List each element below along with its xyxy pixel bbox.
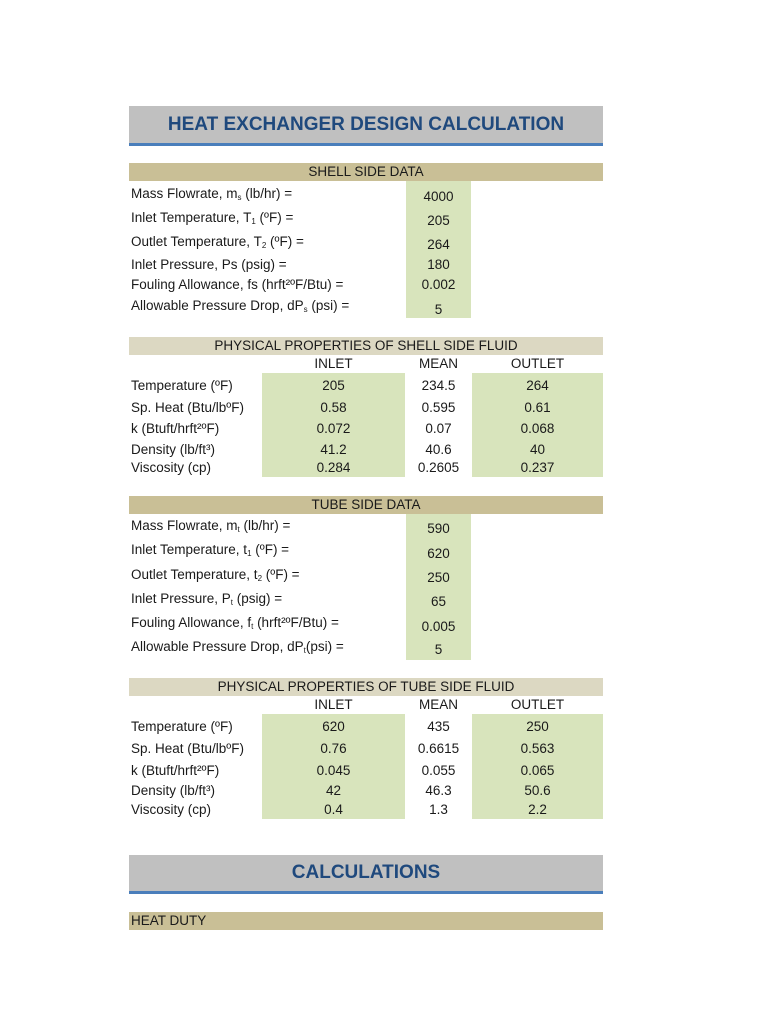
shell-col-inlet: INLET [314, 356, 353, 371]
tube-col-inlet: INLET [314, 697, 353, 712]
tube-data-label: Inlet Temperature, $t_1$ (ºF) = [131, 542, 290, 558]
shell-prop-row-label: Density (lb/ft³) [131, 442, 216, 457]
shell-data-value[interactable]: 264 [427, 237, 450, 252]
shell-prop-inlet-value[interactable]: 0.58 [320, 400, 347, 415]
tube-col-mean: MEAN [418, 697, 458, 712]
shell-data-value[interactable]: 180 [427, 257, 450, 272]
shell-data-label: Mass Flowrate, $m_s$ (lb/hr) = [131, 186, 293, 202]
tube-prop-outlet-value[interactable]: 0.065 [520, 763, 555, 778]
shell-side-data-header: SHELL SIDE DATA [129, 163, 603, 181]
shell-col-mean: MEAN [418, 356, 458, 371]
shell-prop-outlet-value[interactable]: 0.068 [520, 421, 555, 436]
tube-col-outlet: OUTLET [510, 697, 565, 712]
calculations-band [129, 855, 603, 894]
tube-prop-mean-value: 435 [427, 719, 450, 734]
tube-data-value[interactable]: 65 [430, 594, 447, 609]
tube-data-value[interactable]: 0.005 [421, 619, 456, 634]
tube-data-value[interactable]: 620 [427, 546, 450, 561]
shell-data-value[interactable]: 5 [434, 302, 443, 317]
shell-prop-mean-value: 234.5 [421, 378, 456, 393]
tube-prop-mean-value: 46.3 [425, 783, 452, 798]
page-title: HEAT EXCHANGER DESIGN CALCULATION [167, 113, 565, 135]
shell-data-label: Outlet Temperature, $T_2$ (ºF) = [131, 234, 304, 250]
shell-data-label: Fouling Allowance, fs (hrft²ºF/Btu) = [131, 277, 344, 292]
shell-data-value[interactable]: 4000 [423, 189, 454, 204]
shell-prop-inlet-value[interactable]: 41.2 [320, 442, 347, 457]
shell-prop-row-label: Temperature (ºF) [131, 378, 233, 393]
tube-prop-inlet-value[interactable]: 0.045 [316, 763, 351, 778]
shell-props-header: PHYSICAL PROPERTIES OF SHELL SIDE FLUID [129, 337, 603, 355]
tube-prop-inlet-value[interactable]: 620 [322, 719, 345, 734]
tube-prop-mean-value: 1.3 [429, 802, 448, 817]
shell-prop-mean-value: 0.2605 [417, 460, 460, 475]
shell-prop-row-label: Sp. Heat (Btu/lbºF) [131, 400, 244, 415]
tube-prop-row-label: Density (lb/ft³) [131, 783, 216, 798]
shell-data-value[interactable]: 0.002 [421, 277, 456, 292]
tube-prop-mean-value: 0.055 [421, 763, 456, 778]
tube-data-value[interactable]: 250 [427, 570, 450, 585]
tube-props-header: PHYSICAL PROPERTIES OF TUBE SIDE FLUID [129, 678, 603, 696]
shell-prop-outlet-value[interactable]: 264 [526, 378, 549, 393]
shell-prop-outlet-value[interactable]: 0.237 [520, 460, 555, 475]
shell-data-label: Inlet Pressure, Ps (psig) = [131, 257, 287, 272]
shell-prop-inlet-value[interactable]: 205 [322, 378, 345, 393]
tube-data-value[interactable]: 5 [434, 642, 443, 657]
heat-duty-header: HEAT DUTY [129, 912, 603, 930]
tube-data-label: Fouling Allowance, $f_t$ (hrft²ºF/Btu) = [131, 615, 339, 631]
shell-prop-mean-value: 0.07 [425, 421, 452, 436]
tube-data-label: Inlet Pressure, $P_t$ (psig) = [131, 591, 283, 607]
tube-prop-outlet-value[interactable]: 0.563 [520, 741, 555, 756]
tube-prop-inlet-value[interactable]: 0.76 [320, 741, 347, 756]
shell-prop-mean-value: 0.595 [421, 400, 456, 415]
shell-prop-inlet-value[interactable]: 0.284 [316, 460, 351, 475]
tube-data-label: Outlet Temperature, $t_2$ (ºF) = [131, 567, 300, 583]
shell-data-value[interactable]: 205 [427, 213, 450, 228]
tube-prop-outlet-value[interactable]: 50.6 [524, 783, 551, 798]
shell-data-label: Inlet Temperature, $T_1$ (ºF) = [131, 210, 294, 226]
tube-prop-outlet-value[interactable]: 2.2 [528, 802, 547, 817]
tube-prop-row-label: Viscosity (cp) [131, 802, 212, 817]
tube-prop-mean-value: 0.6615 [417, 741, 460, 756]
shell-prop-row-label: k (Btuft/hrft²ºF) [131, 421, 220, 436]
shell-prop-row-label: Viscosity (cp) [131, 460, 212, 475]
calculations-title: CALCULATIONS [291, 862, 441, 883]
tube-data-label: Mass Flowrate, $m_t$ (lb/hr) = [131, 518, 291, 534]
tube-data-value[interactable]: 590 [427, 521, 450, 536]
tube-side-data-header: TUBE SIDE DATA [129, 496, 603, 514]
shell-prop-outlet-value[interactable]: 40 [529, 442, 546, 457]
shell-prop-inlet-value[interactable]: 0.072 [316, 421, 351, 436]
tube-prop-row-label: Temperature (ºF) [131, 719, 233, 734]
shell-data-label: Allowable Pressure Drop, $dP_s$ (psi) = [131, 298, 350, 314]
tube-prop-row-label: k (Btuft/hrft²ºF) [131, 763, 220, 778]
tube-prop-row-label: Sp. Heat (Btu/lbºF) [131, 741, 244, 756]
tube-prop-inlet-value[interactable]: 0.4 [324, 802, 343, 817]
tube-prop-outlet-value[interactable]: 250 [526, 719, 549, 734]
shell-col-outlet: OUTLET [510, 356, 565, 371]
shell-prop-outlet-value[interactable]: 0.61 [524, 400, 551, 415]
shell-prop-mean-value: 40.6 [425, 442, 452, 457]
title-band [129, 106, 603, 146]
tube-prop-inlet-value[interactable]: 42 [325, 783, 342, 798]
tube-data-label: Allowable Pressure Drop, $dP_t(psi)$ = [131, 639, 344, 655]
